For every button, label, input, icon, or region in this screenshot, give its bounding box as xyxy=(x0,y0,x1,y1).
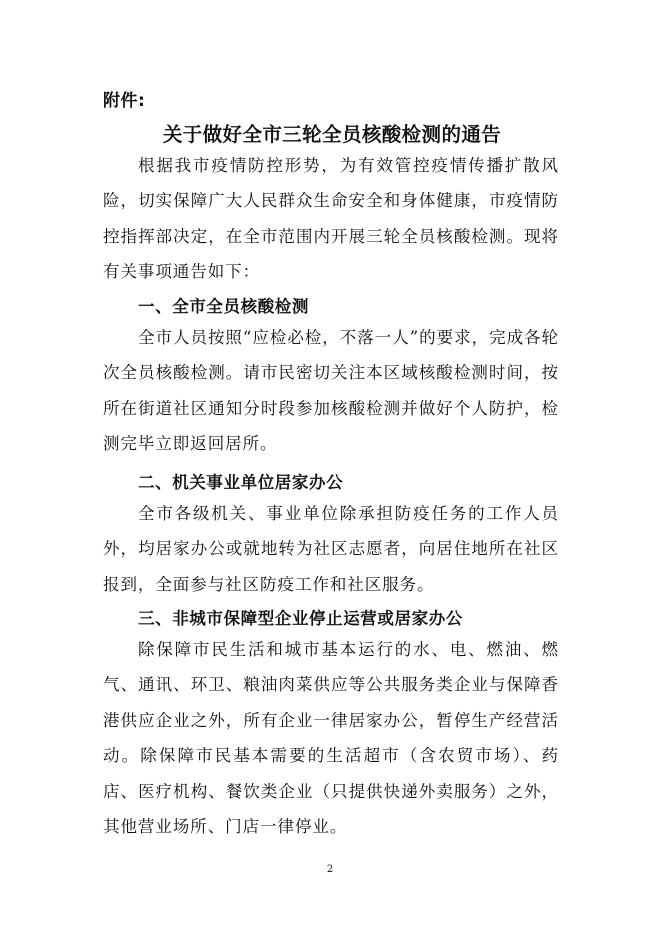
page-number: 2 xyxy=(326,864,334,875)
attachment-label: 附件: xyxy=(103,91,146,111)
section-heading-3: 三、非城市保障型企业停止运营或居家办公 xyxy=(138,609,463,628)
section-heading-1: 一、全市全员核酸检测 xyxy=(138,297,309,316)
document-title: 关于做好全市三轮全员核酸检测的通告 xyxy=(162,123,502,146)
section-heading-2: 二、机关事业单位居家办公 xyxy=(138,473,344,492)
section-body-2: 全市各级机关、事业单位除承担防疫任务的工作人员外，均居家办公或就地转为社区志愿者，向居住地所在社区报到，全面参与社区防疫工作和社区服务。 xyxy=(103,504,559,594)
intro-paragraph: 根据我市疫情防控形势，为有效管控疫情传播扩散风险，切实保障广大人民群众生命安全和身体健康，市疫情防控指挥部决定，在全市范围内开展三轮全员核酸检测。现将有关事项通告如下： xyxy=(103,156,559,282)
section-body-1: 全市人员按照“应检必检，不落一人”的要求，完成各轮次全员核酸检测。请市民密切关注本区域核酸检测时间，按所在街道社区通知分时段参加核酸检测并做好个人防护，检测完毕立即返回居所。 xyxy=(103,328,559,454)
section-body-3: 除保障市民生活和城市基本运行的水、电、燃油、燃气、通讯、环卫、粮油肉菜供应等公共服务类企业与保障香港供应企业之外，所有企业一律居家办公，暂停生产经营活动。除保障市民基本需要的生活超市（含农贸市场）、药店、医疗机构、餐饮类企业（只提供快递外卖服务）之外，其他营业场所、门店一律停业。 xyxy=(103,640,559,837)
